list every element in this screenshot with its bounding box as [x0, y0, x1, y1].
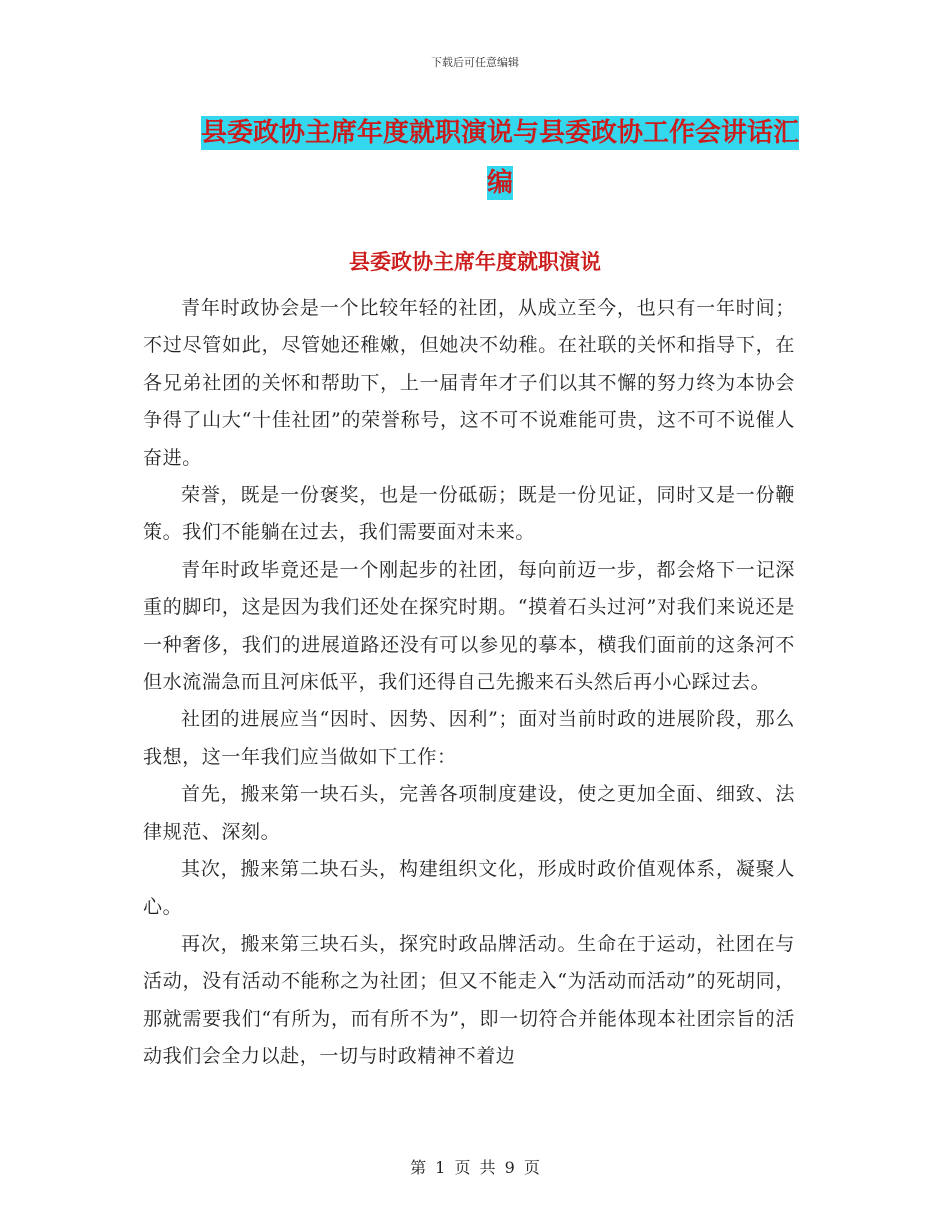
- section-title: 县委政协主席年度就职演说: [349, 250, 601, 274]
- paragraph-5: 首先，搬来第一块石头，完善各项制度建设，使之更加全面、细致、法律规范、深刻。: [143, 783, 795, 843]
- paragraph-6: 其次，搬来第二块石头，构建组织文化，形成时政价值观体系，凝聚人心。: [143, 858, 795, 918]
- paragraph-3: 青年时政毕竟还是一个刚起步的社团，每向前迈一步，都会烙下一记深重的脚印，这是因为我们还处在探究时期。“摸着石头过河”对我们来说还是一种奢侈，我们的进展道路还没有可以参见的摹本，横我们面前的这条河不但水流湍急而且河床低平，我们还得自己先搬来石头然后再小心踩过去。: [143, 558, 795, 694]
- paragraph-7: 再次，搬来第三块石头，探究时政品牌活动。生命在于运动，社团在与活动，没有活动不能称之为社团；但又不能走入“为活动而活动”的死胡同，那就需要我们“有所为，而有所不为”，即一切符合并能体现本社团宗旨的活动我们会全力以赴，一切与时政精神不着边: [143, 932, 795, 1068]
- header-note: 下载后可任意编辑: [431, 56, 519, 69]
- page-footer: 第 1 页 共 9 页: [410, 1158, 540, 1177]
- document-title-text: 县委政协主席年度就职演说与县委政协工作会讲话汇编: [200, 118, 799, 198]
- paragraph-1: 青年时政协会是一个比较年轻的社团，从成立至今，也只有一年时间；不过尽管如此，尽管她还稚嫩，但她决不幼稚。在社联的关怀和指导下，在各兄弟社团的关怀和帮助下，上一届青年才子们以其不懈的努力终为本协会争得了山大“十佳社团”的荣誉称号，这不可不说难能可贵，这不可不说催人奋进。: [143, 297, 795, 469]
- document-title: [190, 108, 810, 208]
- paragraph-4: 社团的进展应当“因时、因势、因利”；面对当前时政的进展阶段，那么我想，这一年我们应当做如下工作：: [143, 708, 795, 768]
- paragraph-2: 荣誉，既是一份褒奖，也是一份砥砺；既是一份见证，同时又是一份鞭策。我们不能躺在过去，我们需要面对未来。: [143, 484, 795, 544]
- body-text: [143, 290, 795, 1076]
